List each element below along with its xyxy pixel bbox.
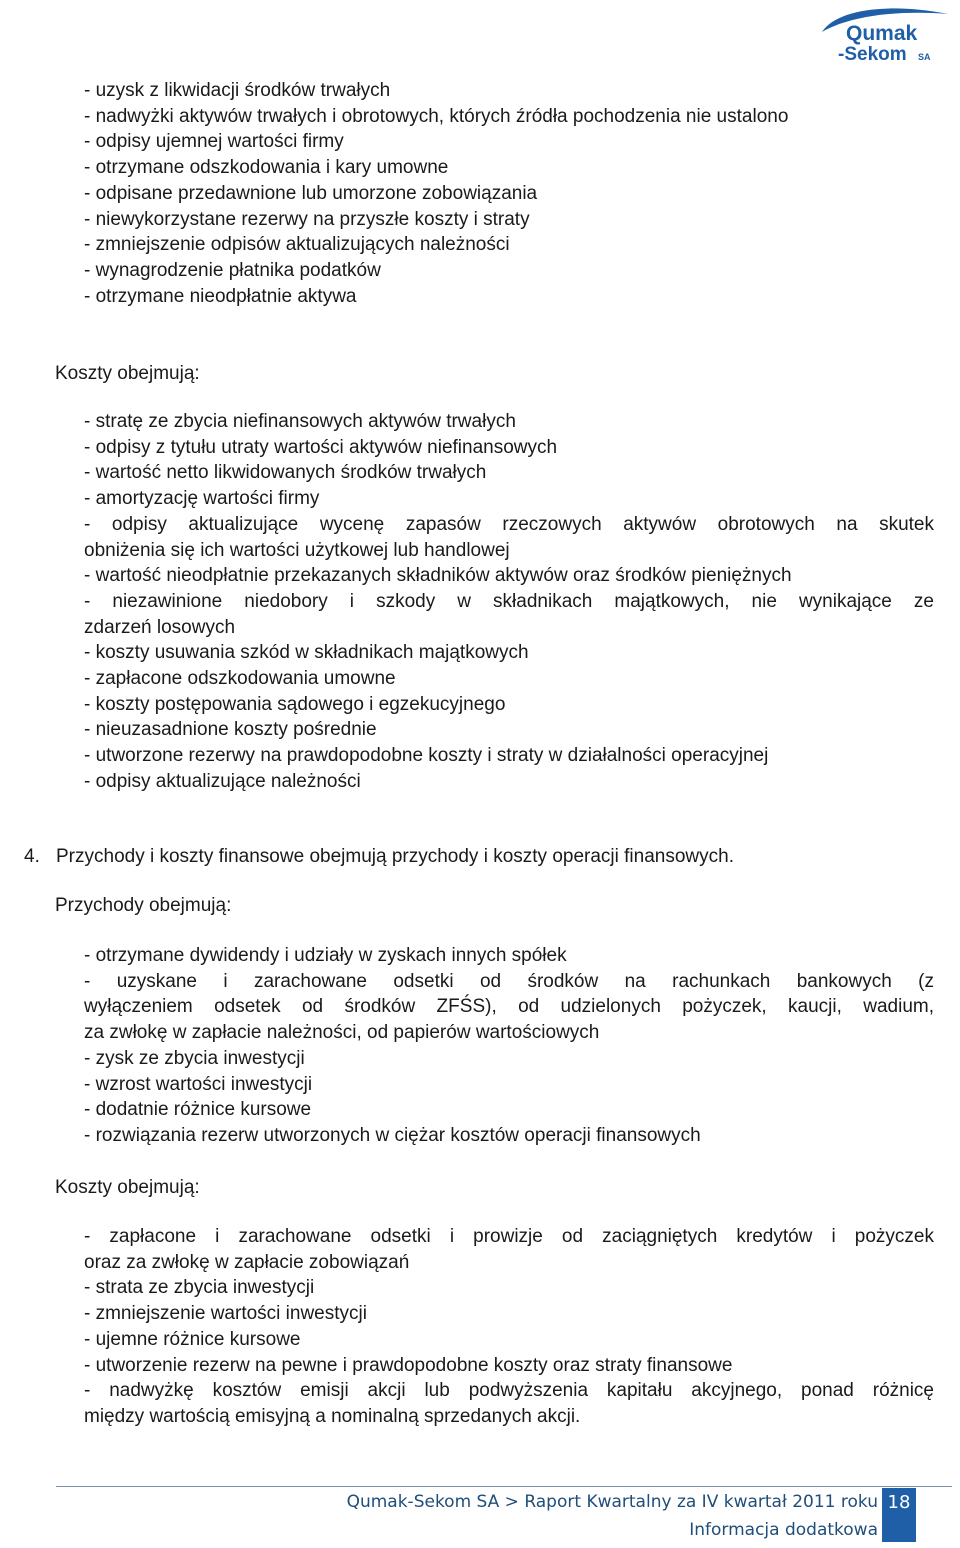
list-item: - odpisy ujemnej wartości firmy bbox=[84, 131, 344, 153]
list-item: - utworzenie rezerw na pewne i prawdopodobne koszty oraz straty finansowe bbox=[84, 1354, 733, 1376]
list-item: - zysk ze zbycia inwestycji bbox=[84, 1047, 305, 1069]
list-item: - otrzymane odszkodowania i kary umowne bbox=[84, 157, 449, 179]
list-item: - zapłacone i zarachowane odsetki i prowizje od zaciągniętych kredytów i pożyczek bbox=[84, 1226, 934, 1247]
list-item: - nadwyżki aktywów trwałych i obrotowych, których źródła pochodzenia nie ustalono bbox=[84, 105, 789, 127]
list-item: zdarzeń losowych bbox=[84, 616, 236, 638]
operating-costs-list bbox=[84, 409, 934, 795]
qumak-sekom-logo-icon bbox=[816, 4, 954, 66]
list-item: - nieuzasadnione koszty pośrednie bbox=[84, 719, 377, 741]
list-item: - odpisy z tytułu utraty wartości aktywów niefinansowych bbox=[84, 436, 558, 458]
income-heading: Przychody obejmują: bbox=[55, 895, 232, 916]
list-item: - strata ze zbycia inwestycji bbox=[84, 1277, 315, 1299]
list-item: - ujemne różnice kursowe bbox=[84, 1328, 301, 1350]
list-item: - nadwyżkę kosztów emisji akcji lub podwyższenia kapitału akcyjnego, ponad różnicę bbox=[84, 1380, 934, 1402]
page-number-badge bbox=[882, 1488, 916, 1542]
footer-report-title: Qumak-Sekom SA > Raport Kwartalny za IV kwartał 2011 roku bbox=[346, 1492, 878, 1512]
list-item: - zmniejszenie odpisów aktualizujących należności bbox=[84, 234, 510, 256]
list-item: - odpisy aktualizujące należności bbox=[84, 770, 361, 792]
logo-line1: Qumak bbox=[846, 22, 918, 45]
list-item: - wzrost wartości inwestycji bbox=[84, 1073, 313, 1095]
logo-suffix: SA bbox=[918, 52, 931, 62]
list-item: - koszty usuwania szkód w składnikach majątkowych bbox=[84, 642, 529, 664]
list-item: - niewykorzystane rezerwy na przyszłe koszty i straty bbox=[84, 208, 530, 230]
list-item: wyłączeniem odsetek od środków ZFŚS), od udzielonych pożyczek, kaucji, wadium, bbox=[84, 996, 934, 1018]
list-item: - amortyzację wartości firmy bbox=[84, 488, 320, 510]
operating-income-list bbox=[84, 78, 934, 309]
list-item: - wartość nieodpłatnie przekazanych składników aktywów oraz środków pieniężnych bbox=[84, 565, 792, 587]
list-item: obniżenia się ich wartości użytkowej lub handlowej bbox=[84, 539, 510, 561]
list-item: - otrzymane dywidendy i udziały w zyskach innych spółek bbox=[84, 945, 567, 966]
financial-costs-list bbox=[84, 1224, 934, 1430]
list-item: - otrzymane nieodpłatnie aktywa bbox=[84, 285, 357, 307]
section-title-text: Przychody i koszty finansowe obejmują przychody i koszty operacji finansowych. bbox=[56, 846, 734, 867]
list-item: - odpisane przedawnione lub umorzone zobowiązania bbox=[84, 182, 538, 204]
financial-income-list bbox=[84, 943, 934, 1149]
list-item: - niezawinione niedobory i szkody w składnikach majątkowych, nie wynikające ze bbox=[84, 590, 934, 612]
company-logo bbox=[816, 4, 954, 66]
list-item: - wartość netto likwidowanych środków trwałych bbox=[84, 462, 487, 484]
section-number: 4. bbox=[24, 846, 40, 867]
list-item: - zmniejszenie wartości inwestycji bbox=[84, 1303, 367, 1325]
section-4-title bbox=[24, 844, 734, 870]
logo-line2: -Sekom bbox=[838, 44, 907, 65]
list-item: - odpisy aktualizujące wycenę zapasów rzeczowych aktywów obrotowych na skutek bbox=[84, 513, 934, 535]
list-item: za zwłokę w zapłacie należności, od papierów wartościowych bbox=[84, 1022, 600, 1044]
list-item: - koszty postępowania sądowego i egzekucyjnego bbox=[84, 693, 506, 715]
list-item: - wynagrodzenie płatnika podatków bbox=[84, 259, 381, 281]
list-item: oraz za zwłokę w zapłacie zobowiązań bbox=[84, 1251, 410, 1273]
footer-divider bbox=[56, 1486, 952, 1487]
page-number: 18 bbox=[887, 1492, 911, 1513]
footer-section-name: Informacja dodatkowa bbox=[689, 1520, 878, 1540]
list-item: - stratę ze zbycia niefinansowych aktywów trwałych bbox=[84, 411, 516, 432]
costs-heading-financial: Koszty obejmują: bbox=[55, 1177, 200, 1198]
list-item: - zapłacone odszkodowania umowne bbox=[84, 668, 396, 690]
list-item: - rozwiązania rezerw utworzonych w ciężar kosztów operacji finansowych bbox=[84, 1124, 701, 1146]
list-item: - utworzone rezerwy na prawdopodobne koszty i straty w działalności operacyjnej bbox=[84, 745, 769, 767]
list-item: - uzysk z likwidacji środków trwałych bbox=[84, 80, 391, 101]
costs-heading-operating: Koszty obejmują: bbox=[55, 363, 200, 384]
list-item: - dodatnie różnice kursowe bbox=[84, 1099, 312, 1121]
list-item: - uzyskane i zarachowane odsetki od środków na rachunkach bankowych (z bbox=[84, 970, 934, 992]
list-item: między wartością emisyjną a nominalną sprzedanych akcji. bbox=[84, 1405, 581, 1427]
